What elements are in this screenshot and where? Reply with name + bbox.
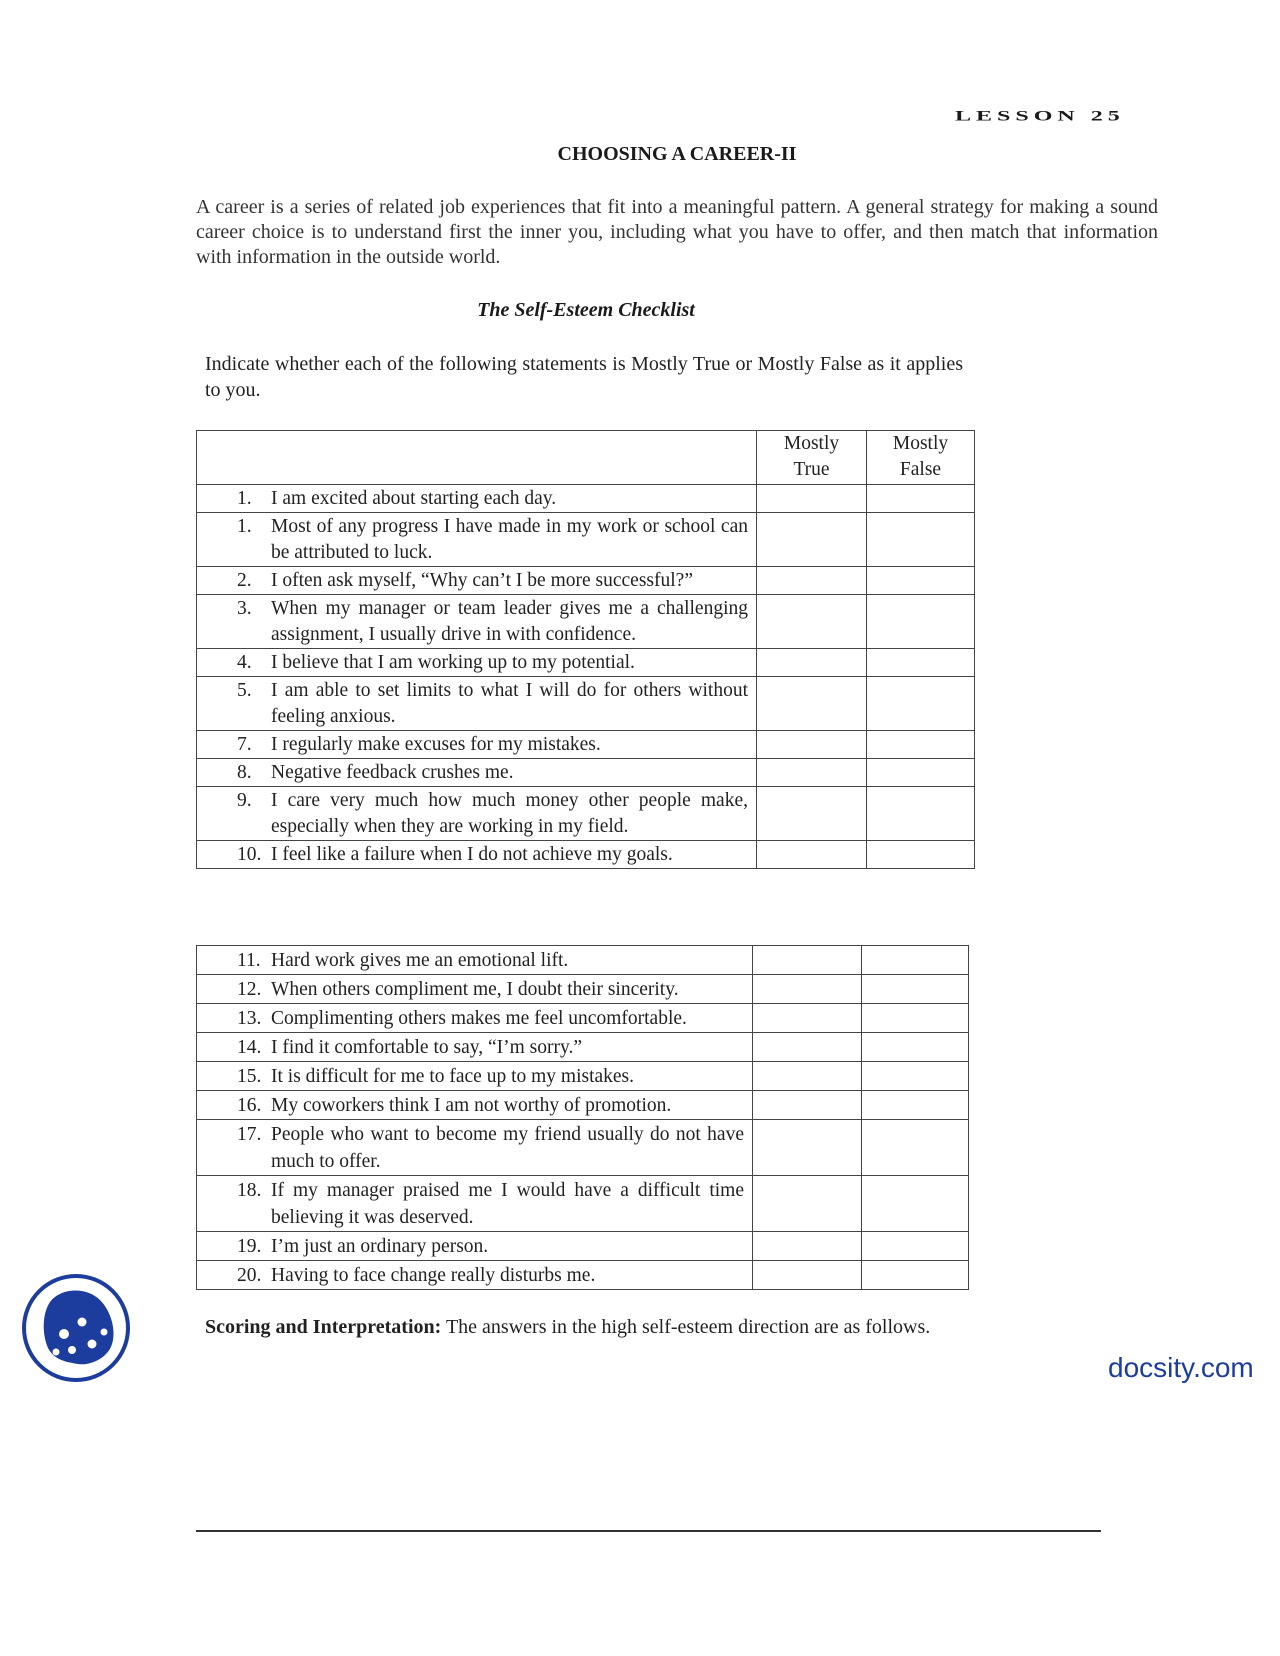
answer-cell-mostly-false[interactable] [867, 567, 975, 595]
statement-cell [197, 1120, 753, 1176]
statement-cell [197, 677, 757, 731]
answer-cell-mostly-false[interactable] [867, 513, 975, 567]
table-row [197, 841, 975, 869]
table-row [197, 1232, 969, 1261]
statement-number: 9. [237, 790, 252, 811]
statement-text: I believe that I am working up to my potential. [271, 652, 635, 673]
statement-text: I often ask myself, “Why can’t I be more successful?” [271, 570, 693, 591]
statement-column-header [197, 431, 757, 485]
statement-text: When my manager or team leader gives me a challenging assignment, I usually drive in with confidence. [271, 598, 748, 645]
answer-cell-mostly-true[interactable] [757, 731, 867, 759]
statement-cell [197, 513, 757, 567]
scoring-text: The answers in the high self-esteem direction are as follows. [445, 1316, 931, 1338]
table-row [197, 649, 975, 677]
table-row [197, 513, 975, 567]
statement-number: 7. [237, 734, 252, 755]
answer-cell-mostly-false[interactable] [862, 1261, 969, 1290]
table-row [197, 787, 975, 841]
statement-number: 1. [237, 488, 252, 509]
statement-text: People who want to become my friend usually do not have much to offer. [271, 1124, 744, 1172]
statement-number: 17. [237, 1124, 262, 1145]
statement-cell [197, 1033, 753, 1062]
table-row [197, 567, 975, 595]
checklist-instructions: Indicate whether each of the following statements is Mostly True or Mostly False as it applies to you. [205, 353, 963, 401]
statement-text: It is difficult for me to face up to my mistakes. [271, 1066, 635, 1087]
statement-text: I find it comfortable to say, “I’m sorry.” [271, 1037, 582, 1058]
answer-cell-mostly-true[interactable] [753, 1062, 862, 1091]
checklist-table-1 [196, 430, 975, 869]
answer-cell-mostly-false[interactable] [862, 1004, 969, 1033]
column-header-mostly-false [867, 431, 975, 485]
answer-cell-mostly-false[interactable] [862, 1232, 969, 1261]
statement-cell [197, 1261, 753, 1290]
table-row [197, 946, 969, 975]
answer-cell-mostly-true[interactable] [753, 1033, 862, 1062]
statement-number: 12. [237, 979, 262, 1000]
answer-cell-mostly-false[interactable] [862, 1120, 969, 1176]
lesson-number-header: LESSON 25 [955, 108, 1125, 125]
statement-number: 15. [237, 1066, 262, 1087]
answer-cell-mostly-true[interactable] [753, 975, 862, 1004]
statement-cell [197, 485, 757, 513]
answer-cell-mostly-true[interactable] [757, 595, 867, 649]
answer-cell-mostly-false[interactable] [867, 787, 975, 841]
table-row [197, 1120, 969, 1176]
answer-cell-mostly-false[interactable] [862, 1176, 969, 1232]
answer-cell-mostly-true[interactable] [757, 841, 867, 869]
column-header-line: False [899, 459, 942, 480]
statement-number: 8. [237, 762, 252, 783]
statement-number: 5. [237, 680, 252, 701]
statement-cell [197, 946, 753, 975]
statement-cell [197, 1091, 753, 1120]
answer-cell-mostly-true[interactable] [757, 677, 867, 731]
statement-cell [197, 975, 753, 1004]
answer-cell-mostly-false[interactable] [862, 975, 969, 1004]
answer-cell-mostly-false[interactable] [862, 1091, 969, 1120]
statement-text: If my manager praised me I would have a difficult time believing it was deserved. [271, 1180, 744, 1228]
table-row [197, 1176, 969, 1232]
statement-cell [197, 841, 757, 869]
table-header-row [197, 431, 975, 485]
statement-text: I’m just an ordinary person. [271, 1236, 489, 1257]
table-row [197, 485, 975, 513]
intro-paragraph: A career is a series of related job experiences that fit into a meaningful pattern. A general strategy for making a sound career choice is to understand first the inner you, including what you have to offer, and then match that information with information in the outside world. [196, 196, 1158, 268]
answer-cell-mostly-false[interactable] [867, 841, 975, 869]
statement-cell [197, 759, 757, 787]
answer-cell-mostly-true[interactable] [753, 946, 862, 975]
statement-text: Most of any progress I have made in my work or school can be attributed to luck. [271, 516, 748, 563]
answer-cell-mostly-true[interactable] [757, 513, 867, 567]
statement-cell [197, 567, 757, 595]
table-row [197, 1062, 969, 1091]
answer-cell-mostly-true[interactable] [757, 759, 867, 787]
statement-text: I care very much how much money other people make, especially when they are working in my field. [271, 790, 748, 837]
answer-cell-mostly-true[interactable] [753, 1120, 862, 1176]
answer-cell-mostly-true[interactable] [753, 1176, 862, 1232]
answer-cell-mostly-true[interactable] [757, 649, 867, 677]
statement-cell [197, 731, 757, 759]
statement-number: 14. [237, 1037, 262, 1058]
answer-cell-mostly-true[interactable] [757, 787, 867, 841]
statement-cell [197, 787, 757, 841]
statement-cell [197, 1232, 753, 1261]
footer-divider [196, 1530, 1101, 1532]
statement-text: When others compliment me, I doubt their sincerity. [271, 979, 679, 1000]
answer-cell-mostly-true[interactable] [757, 567, 867, 595]
statement-number: 11. [237, 950, 261, 971]
table-row [197, 1004, 969, 1033]
statement-cell [197, 595, 757, 649]
checklist-title: The Self-Esteem Checklist [477, 299, 695, 321]
statement-cell [197, 1062, 753, 1091]
statement-text: I am able to set limits to what I will do for others without feeling anxious. [271, 680, 748, 727]
statement-text: Complimenting others makes me feel uncomfortable. [271, 1008, 687, 1029]
answer-cell-mostly-false[interactable] [862, 1033, 969, 1062]
statement-text: Negative feedback crushes me. [271, 762, 514, 783]
table-row [197, 595, 975, 649]
answer-cell-mostly-false[interactable] [867, 677, 975, 731]
answer-cell-mostly-true[interactable] [753, 1091, 862, 1120]
statement-text: I am excited about starting each day. [271, 488, 557, 509]
statement-number: 2. [237, 570, 252, 591]
statement-number: 1. [237, 516, 252, 537]
table-row [197, 975, 969, 1004]
statement-text: Having to face change really disturbs me. [271, 1265, 596, 1286]
checklist-table-2 [196, 945, 969, 1290]
answer-cell-mostly-false[interactable] [862, 946, 969, 975]
statement-text: I regularly make excuses for my mistakes. [271, 734, 601, 755]
statement-number: 13. [237, 1008, 262, 1029]
statement-cell [197, 649, 757, 677]
answer-cell-mostly-true[interactable] [757, 485, 867, 513]
scoring-label: Scoring and Interpretation: [205, 1316, 442, 1338]
column-header-mostly-true [757, 431, 867, 485]
table-row [197, 677, 975, 731]
statement-cell [197, 1176, 753, 1232]
answer-cell-mostly-true[interactable] [753, 1004, 862, 1033]
table-row [197, 1033, 969, 1062]
statement-text: Hard work gives me an emotional lift. [271, 950, 569, 971]
answer-cell-mostly-false[interactable] [867, 595, 975, 649]
column-header-line: True [793, 459, 830, 480]
statement-number: 20. [237, 1265, 262, 1286]
statement-text: My coworkers think I am not worthy of promotion. [271, 1095, 672, 1116]
scoring-paragraph [205, 1313, 957, 1341]
answer-cell-mostly-true[interactable] [753, 1232, 862, 1261]
answer-cell-mostly-false[interactable] [867, 759, 975, 787]
statement-number: 16. [237, 1095, 262, 1116]
statement-text: I feel like a failure when I do not achieve my goals. [271, 844, 673, 865]
answer-cell-mostly-false[interactable] [862, 1062, 969, 1091]
table-row [197, 731, 975, 759]
table-row [197, 1091, 969, 1120]
answer-cell-mostly-false[interactable] [867, 731, 975, 759]
statement-cell [197, 1004, 753, 1033]
statement-number: 19. [237, 1236, 262, 1257]
statement-number: 3. [237, 598, 252, 619]
statement-number: 18. [237, 1180, 262, 1201]
table-row [197, 759, 975, 787]
column-header-line: Mostly [892, 433, 949, 454]
docsity-logo-icon[interactable] [20, 1272, 132, 1384]
answer-cell-mostly-true[interactable] [753, 1261, 862, 1290]
site-name-link[interactable]: docsity.com [1108, 1352, 1254, 1383]
page-title: CHOOSING A CAREER-II [557, 143, 797, 165]
statement-number: 10. [237, 844, 262, 865]
statement-number: 4. [237, 652, 252, 673]
table-row [197, 1261, 969, 1290]
answer-cell-mostly-false[interactable] [867, 485, 975, 513]
column-header-line: Mostly [783, 433, 840, 454]
answer-cell-mostly-false[interactable] [867, 649, 975, 677]
